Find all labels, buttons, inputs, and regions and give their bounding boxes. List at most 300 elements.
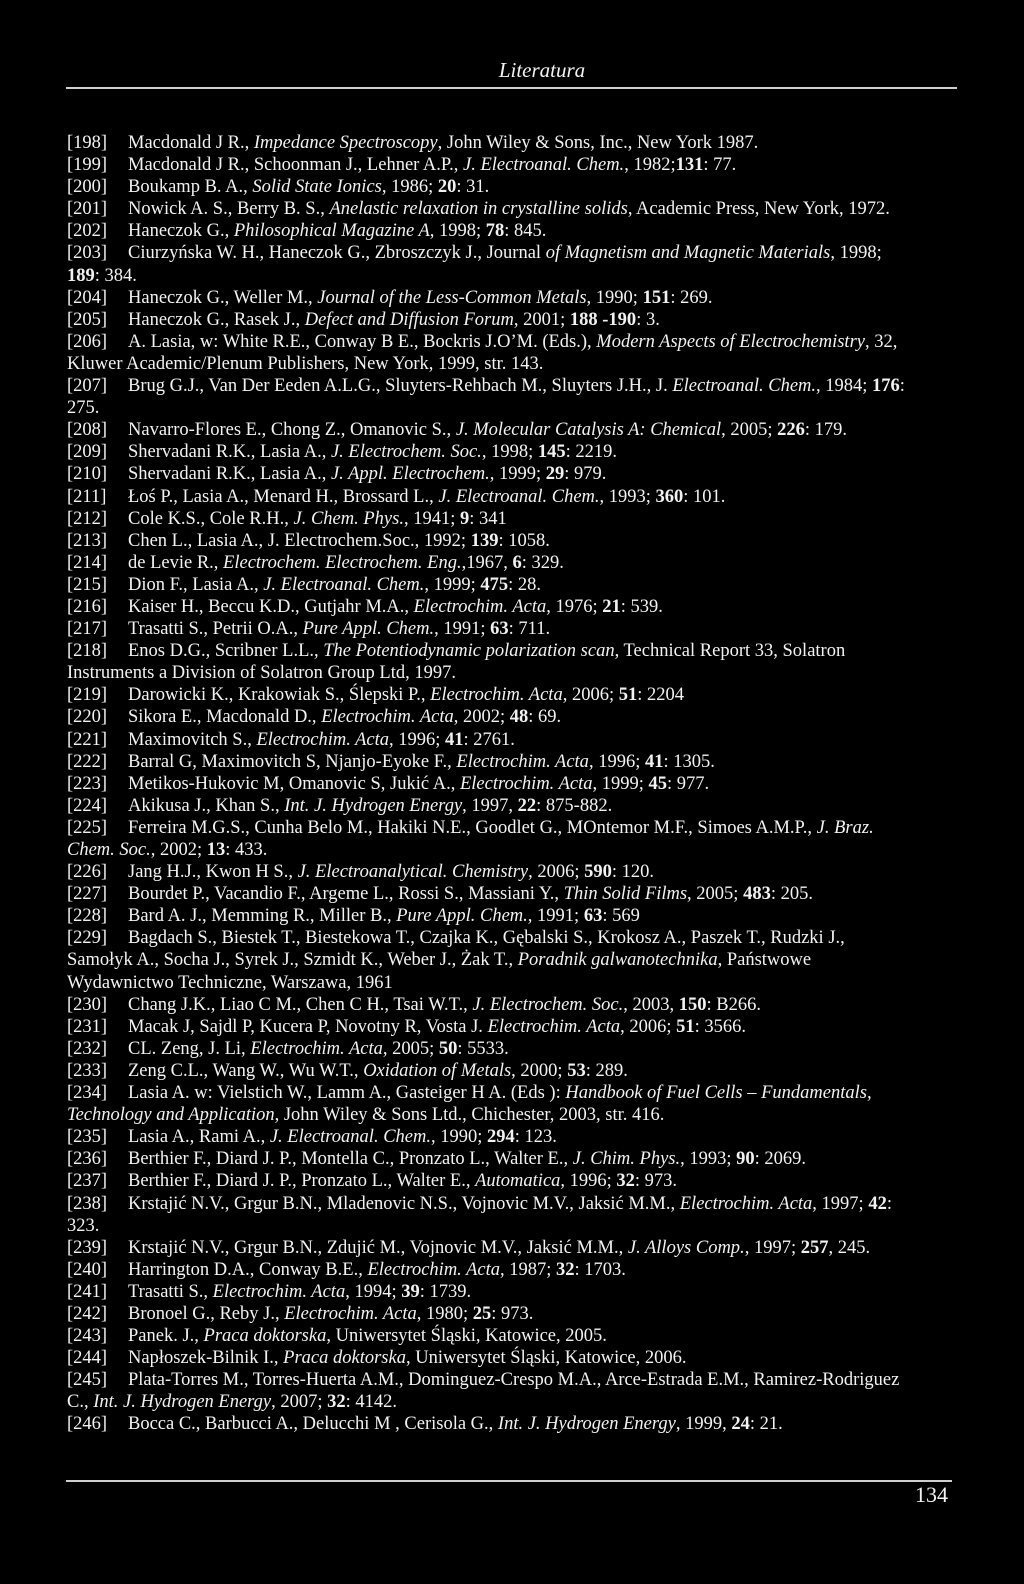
reference-line xyxy=(67,994,962,1016)
reference-number: [220] xyxy=(67,707,108,728)
reference-line xyxy=(67,1016,962,1038)
reference-text: 323. xyxy=(67,1215,100,1236)
reference-text: , 2005; xyxy=(687,884,744,905)
reference-title: Electrochim. Acta xyxy=(459,773,593,794)
reference-volume: 32 xyxy=(616,1171,635,1192)
reference-text: Plata-Torres M., Torres-Huerta A.M., Dominguez-Crespo M.A., Arce-Estrada E.M., Ramirez-Rodriguez xyxy=(128,1370,900,1391)
reference-text: : 711. xyxy=(508,619,551,640)
reference-text: : 31. xyxy=(456,177,490,198)
reference-volume: 20 xyxy=(437,177,457,198)
reference-text: , John Wiley & Sons Ltd., Chichester, 2003, str. 416. xyxy=(274,1105,665,1126)
reference-text: Ferreira M.G.S., Cunha Belo M., Hakiki N.E., Goodlet G., MOntemor M.F., Simoes A.M.P., xyxy=(128,817,817,838)
reference-text: Lasia A. w: Vielstich W., Lamm A., Gasteiger H A. (Eds ): xyxy=(128,1083,566,1104)
reference-text: , Państwowe xyxy=(717,950,812,971)
reference-volume: 78 xyxy=(485,221,505,242)
reference-title: Chem. Soc. xyxy=(67,840,151,860)
reference-line xyxy=(67,176,962,198)
reference-volume: 21 xyxy=(602,596,621,617)
reference-text: : 433. xyxy=(225,840,268,860)
reference-entry xyxy=(67,1148,962,1170)
reference-text: Krstajić N.V., Grgur B.N., Zdujić M., Vojnovic M.V., Jaksić M.M., xyxy=(128,1237,628,1258)
reference-text: , 1997; xyxy=(744,1237,801,1258)
reference-line xyxy=(67,706,962,728)
reference-text: : 5533. xyxy=(457,1038,509,1059)
reference-text: : 1305. xyxy=(663,751,715,772)
reference-number: [242] xyxy=(67,1303,108,1324)
reference-text: : 1058. xyxy=(498,530,550,551)
reference-line xyxy=(67,574,962,596)
reference-entry xyxy=(67,1038,962,1060)
reference-text: , 1999; xyxy=(592,773,649,794)
reference-text: , 2006; xyxy=(562,685,619,706)
reference-number: [236] xyxy=(67,1149,108,1170)
reference-entry xyxy=(67,1193,962,1237)
reference-text: Chen L., Lasia A., J. Electrochem.Soc., 1992; xyxy=(128,530,471,551)
reference-entry xyxy=(67,1016,962,1038)
reference-line xyxy=(67,1060,962,1082)
reference-text: Łoś P., Lasia A., Menard H., Brossard L., xyxy=(128,486,439,507)
reference-text: Navarro-Flores E., Chong Z., Omanovic S., xyxy=(128,420,456,441)
reference-entry xyxy=(67,1413,962,1435)
reference-text: Bagdach S., Biestek T., Biestekowa T., Czajka K., Gębalski S., Krokosz A., Paszek T., Rudzki J., xyxy=(128,928,845,949)
reference-title: Technology and Application xyxy=(67,1105,275,1126)
reference-number: [246] xyxy=(67,1414,108,1435)
reference-volume: 41 xyxy=(445,729,464,750)
reference-text: : 205. xyxy=(770,884,813,905)
reference-text: Samołyk A., Socha J., Syrek J., Szmidt K., Weber J., Żak T., xyxy=(67,950,518,971)
reference-entry xyxy=(67,994,962,1016)
reference-text: , 1996; xyxy=(588,751,645,772)
reference-line xyxy=(67,309,962,331)
reference-text: Darowicki K., Krakowiak S., Ślepski P., xyxy=(128,685,431,706)
reference-text: : 539. xyxy=(620,596,663,617)
reference-title: Electrochem. Electrochem. Eng. xyxy=(223,552,462,573)
reference-line xyxy=(67,662,962,684)
reference-text: , 1994; xyxy=(345,1281,402,1302)
reference-title: Electrochim. Acta xyxy=(284,1303,417,1324)
reference-text: , 2003, xyxy=(623,994,679,1015)
reference-title: Int. J. Hydrogen Energy xyxy=(93,1392,272,1413)
reference-title: Electrochim. Acta xyxy=(679,1193,813,1214)
reference-number: [201] xyxy=(67,199,108,220)
reference-number: [243] xyxy=(67,1326,108,1347)
reference-text: : 69. xyxy=(528,707,562,728)
reference-number: [204] xyxy=(67,287,108,308)
reference-number: [231] xyxy=(67,1016,108,1037)
reference-text: Enos D.G., Scribner L.L., xyxy=(128,641,324,662)
reference-list xyxy=(67,132,962,1436)
reference-entry xyxy=(67,508,962,530)
reference-line xyxy=(67,1259,962,1281)
reference-entry xyxy=(67,1347,962,1369)
reference-line xyxy=(67,375,962,397)
reference-entry xyxy=(67,154,962,176)
reference-text: : 3566. xyxy=(694,1016,747,1037)
reference-entry xyxy=(67,1325,962,1347)
reference-text: , 1998; xyxy=(429,221,486,242)
reference-text: , 1997, xyxy=(462,795,518,816)
reference-volume: 9 xyxy=(459,508,470,529)
reference-title: J. Braz. xyxy=(816,817,874,838)
reference-text: Macak J, Sajdl P, Kucera P, Novotny R, Vosta J. xyxy=(128,1016,488,1037)
reference-entry xyxy=(67,729,962,751)
reference-entry xyxy=(67,486,962,508)
reference-volume: 50 xyxy=(438,1038,458,1059)
reference-text: Cole K.S., Cole R.H., xyxy=(128,508,294,529)
reference-text: : 269. xyxy=(670,287,713,308)
reference-text: Trasatti S., xyxy=(128,1281,213,1302)
reference-title: J. Electroanalytical. Chemistry xyxy=(297,862,529,883)
reference-line xyxy=(67,1237,962,1259)
reference-entry xyxy=(67,242,962,286)
reference-text: , 1993; xyxy=(599,486,656,507)
reference-volume: 32 xyxy=(327,1392,346,1413)
reference-text: Maximovitch S., xyxy=(128,729,257,750)
reference-title: Electrochim. Acta xyxy=(212,1281,346,1302)
reference-volume: 257 xyxy=(800,1237,829,1258)
reference-title: J. Appl. Electrochem. xyxy=(330,464,490,485)
reference-line xyxy=(67,441,962,463)
reference-number: [229] xyxy=(67,928,108,949)
reference-volume: 51 xyxy=(618,685,638,706)
reference-text: , 1999; xyxy=(489,464,546,485)
reference-line xyxy=(67,883,962,905)
reference-number: [214] xyxy=(67,552,108,573)
reference-volume: 360 xyxy=(655,486,684,507)
reference-text: Instruments a Division of Solatron Group Ltd, 1997. xyxy=(67,663,456,684)
reference-title: Modern Aspects of Electrochemistry xyxy=(596,331,865,352)
reference-number: [223] xyxy=(67,773,108,794)
reference-line xyxy=(67,198,962,220)
reference-volume: 176 xyxy=(872,376,900,397)
reference-title: Electrochim. Acta xyxy=(321,707,454,728)
reference-text: Zeng C.L., Wang W., Wu W.T., xyxy=(128,1060,364,1081)
reference-line xyxy=(67,508,962,530)
reference-number: [222] xyxy=(67,751,108,772)
reference-text: Metikos-Hukovic M, Omanovic S, Jukić A., xyxy=(128,773,460,794)
reference-text: , 1998; xyxy=(481,442,538,463)
reference-text: Haneczok G., Weller M., xyxy=(128,287,318,308)
reference-text: , 1990; xyxy=(586,287,643,308)
reference-line xyxy=(67,1413,962,1435)
reference-number: [217] xyxy=(67,619,108,640)
reference-text: CL. Zeng, J. Li, xyxy=(128,1038,251,1059)
reference-title: Poradnik galwanotechnika xyxy=(517,950,718,971)
reference-line xyxy=(67,1303,962,1325)
reference-title: Journal of the Less-Common Metals xyxy=(317,287,587,308)
reference-line xyxy=(67,640,962,662)
reference-entry xyxy=(67,309,962,331)
reference-volume: 188 -190 xyxy=(569,309,637,330)
reference-text: , 2002; xyxy=(453,707,510,728)
reference-volume: 53 xyxy=(567,1060,586,1081)
reference-number: [237] xyxy=(67,1171,108,1192)
reference-text: Harrington D.A., Conway B.E., xyxy=(128,1259,368,1280)
reference-title: J. Electroanal. Chem. xyxy=(438,486,600,507)
reference-text: Bard A. J., Memming R., Miller B., xyxy=(128,906,397,927)
reference-title: Electrochim. Acta xyxy=(413,596,547,617)
reference-entry xyxy=(67,132,962,154)
reference-volume: 13 xyxy=(206,840,226,860)
reference-line xyxy=(67,618,962,640)
reference-entry xyxy=(67,596,962,618)
reference-number: [245] xyxy=(67,1370,108,1391)
reference-title: Electrochim. Acta xyxy=(456,751,589,772)
reference-volume: 41 xyxy=(644,751,664,772)
reference-text: : 875-882. xyxy=(536,795,613,816)
reference-text: , Uniwersytet Śląski, Katowice, 2005. xyxy=(326,1326,607,1347)
reference-number: [208] xyxy=(67,420,108,441)
reference-title: Electroanal. Chem. xyxy=(672,376,817,397)
reference-volume: 294 xyxy=(487,1127,515,1148)
reference-line xyxy=(67,530,962,552)
reference-text: Ciurzyńska W. H., Haneczok G., Zbroszczyk J., Journal xyxy=(128,243,546,264)
reference-volume: 150 xyxy=(678,994,707,1015)
reference-volume: 32 xyxy=(556,1259,575,1280)
reference-text: : 973. xyxy=(491,1303,534,1324)
reference-text: : 1739. xyxy=(419,1281,472,1302)
reference-text: : xyxy=(899,376,905,397)
reference-entry xyxy=(67,751,962,773)
reference-entry xyxy=(67,795,962,817)
reference-number: [244] xyxy=(67,1348,108,1369)
reference-entry xyxy=(67,861,962,883)
reference-title: Int. J. Hydrogen Energy xyxy=(497,1414,676,1435)
reference-volume: 42 xyxy=(868,1193,887,1214)
reference-entry xyxy=(67,883,962,905)
reference-volume: 29 xyxy=(545,464,565,485)
reference-volume: 51 xyxy=(676,1016,695,1037)
reference-line xyxy=(67,1369,962,1391)
reference-text: Barral G, Maximovitch S, Njanjo-Eyoke F., xyxy=(128,751,457,772)
reference-entry xyxy=(67,773,962,795)
running-header: Literatura xyxy=(498,58,586,82)
reference-text: Bocca C., Barbucci A., Delucchi M , Cerisola G., xyxy=(128,1414,498,1435)
reference-title: Pure Appl. Chem. xyxy=(396,906,528,927)
reference-volume: 25 xyxy=(472,1303,492,1324)
reference-line xyxy=(67,751,962,773)
reference-volume: 24 xyxy=(731,1414,750,1435)
reference-number: [227] xyxy=(67,884,108,905)
reference-text: , 2002; xyxy=(150,840,207,860)
reference-line xyxy=(67,817,962,839)
reference-entry xyxy=(67,1060,962,1082)
reference-line xyxy=(67,154,962,176)
reference-volume: 48 xyxy=(509,707,529,728)
reference-text: : 77. xyxy=(703,155,737,176)
reference-text: , 2001; xyxy=(513,309,570,330)
reference-text: de Levie R., xyxy=(128,552,224,573)
reference-line xyxy=(67,1104,962,1126)
reference-text: , 1984; xyxy=(816,376,873,397)
reference-line xyxy=(67,1347,962,1369)
reference-title: J. Electroanal. Chem. xyxy=(463,155,625,176)
reference-volume: 6 xyxy=(512,552,522,573)
reference-text: Dion F., Lasia A., xyxy=(128,574,264,595)
reference-text: Krstajić N.V., Grgur B.N., Mladenovic N.S., Vojnovic M.V., Jaksić M.M., xyxy=(128,1193,680,1214)
reference-entry xyxy=(67,684,962,706)
reference-line xyxy=(67,905,962,927)
reference-text: Shervadani R.K., Lasia A., xyxy=(128,464,331,485)
reference-line xyxy=(67,419,962,441)
reference-title: The Potentiodynamic polarization scan xyxy=(323,641,615,662)
reference-text: , 1980; xyxy=(416,1303,473,1324)
reference-number: [241] xyxy=(67,1281,108,1302)
reference-number: [234] xyxy=(67,1083,108,1104)
reference-line xyxy=(67,861,962,883)
reference-number: [238] xyxy=(67,1193,108,1214)
reference-entry xyxy=(67,1369,962,1413)
reference-text: , 1986; xyxy=(381,177,438,198)
reference-number: [207] xyxy=(67,376,108,397)
header-rule xyxy=(66,87,957,89)
reference-text: : 2761. xyxy=(463,729,515,750)
reference-text: , 1987; xyxy=(500,1259,557,1280)
reference-text: : B266. xyxy=(706,994,761,1015)
reference-text: Berthier F., Diard J. P., Montella C., Pronzato L., Walter E., xyxy=(128,1149,573,1170)
reference-number: [213] xyxy=(67,530,108,551)
reference-text: , 1999; xyxy=(424,574,481,595)
reference-text: : 101. xyxy=(683,486,726,507)
reference-number: [219] xyxy=(67,685,108,706)
reference-text: , John Wiley & Sons, Inc., New York 1987. xyxy=(437,133,759,153)
reference-title: of Magnetism and Magnetic Materials xyxy=(545,243,831,264)
reference-title: Electrochim. Acta xyxy=(487,1016,621,1037)
reference-line xyxy=(67,1038,962,1060)
reference-line xyxy=(67,353,962,375)
page-number: 134 xyxy=(915,1482,948,1507)
reference-text: : 28. xyxy=(508,574,542,595)
reference-number: [240] xyxy=(67,1259,108,1280)
reference-volume: 22 xyxy=(517,795,537,816)
reference-entry xyxy=(67,1259,962,1281)
reference-text: Haneczok G., Rasek J., xyxy=(128,309,305,330)
reference-text: : 179. xyxy=(804,420,848,441)
reference-line xyxy=(67,486,962,508)
reference-text: , 1976; xyxy=(546,596,603,617)
reference-line xyxy=(67,1170,962,1192)
reference-number: [239] xyxy=(67,1237,108,1258)
reference-title: Handbook of Fuel Cells – Fundamentals, xyxy=(565,1083,872,1104)
reference-title: Automatica xyxy=(475,1171,561,1192)
reference-volume: 63 xyxy=(583,906,603,927)
reference-line xyxy=(67,795,962,817)
reference-title: J. Electroanal. Chem. xyxy=(269,1127,431,1148)
reference-title: J. Electrochem. Soc. xyxy=(472,994,624,1015)
reference-number: [224] xyxy=(67,795,108,816)
reference-text: , 2005; xyxy=(721,420,778,441)
reference-line xyxy=(67,287,962,309)
reference-volume: 226 xyxy=(777,420,805,441)
reference-entry xyxy=(67,463,962,485)
reference-title: J. Chem. Phys. xyxy=(293,508,404,529)
reference-text: : 384. xyxy=(94,265,137,286)
reference-text: , 245. xyxy=(828,1237,871,1258)
reference-text: Sikora E., Macdonald D., xyxy=(128,707,322,728)
reference-number: [206] xyxy=(67,331,108,352)
reference-line xyxy=(67,949,962,971)
reference-number: [215] xyxy=(67,574,108,595)
reference-number: [230] xyxy=(67,994,108,1015)
reference-text: , 2007; xyxy=(271,1392,328,1413)
reference-entry xyxy=(67,176,962,198)
reference-text: : 979. xyxy=(564,464,607,485)
reference-text: , 1982; xyxy=(624,155,676,176)
reference-entry xyxy=(67,1303,962,1325)
reference-title: Int. J. Hydrogen Energy xyxy=(284,795,463,816)
reference-volume: 590 xyxy=(584,862,612,883)
reference-text: : 289. xyxy=(585,1060,628,1081)
reference-line xyxy=(67,242,962,264)
reference-number: [200] xyxy=(67,177,108,198)
reference-text: : 2219. xyxy=(565,442,617,463)
reference-volume: 45 xyxy=(648,773,668,794)
reference-line xyxy=(67,331,962,353)
reference-text: , 1990; xyxy=(430,1127,487,1148)
reference-entry xyxy=(67,1082,962,1126)
reference-text: : 21. xyxy=(749,1414,783,1435)
reference-title: Electrochim. Acta xyxy=(250,1038,383,1059)
reference-text: Boukamp B. A., xyxy=(128,177,253,198)
reference-text: , 2006; xyxy=(528,862,585,883)
reference-entry xyxy=(67,198,962,220)
reference-number: [235] xyxy=(67,1127,108,1148)
reference-text: Kaiser H., Beccu K.D., Gutjahr M.A., xyxy=(128,596,414,617)
reference-text: : 3. xyxy=(636,309,660,330)
reference-line xyxy=(67,1193,962,1215)
reference-text: : xyxy=(886,1193,892,1214)
reference-entry xyxy=(67,1237,962,1259)
reference-title: Impedance Spectroscopy xyxy=(253,133,438,153)
reference-text: , 1999, xyxy=(675,1414,732,1435)
reference-title: Electrochim. Acta xyxy=(367,1259,500,1280)
reference-line xyxy=(67,927,962,949)
reference-text: , 1997; xyxy=(812,1193,869,1214)
reference-text: , 32, xyxy=(864,331,898,352)
reference-line xyxy=(67,1215,962,1237)
reference-volume: 475 xyxy=(480,574,509,595)
reference-volume: 151 xyxy=(642,287,671,308)
reference-text: : 120. xyxy=(611,862,655,883)
reference-number: [209] xyxy=(67,442,108,463)
reference-text: Macdonald J R., Schoonman J., Lehner A.P., xyxy=(128,155,464,176)
reference-line xyxy=(67,1082,962,1104)
reference-text: , Uniwersytet Śląski, Katowice, 2006. xyxy=(405,1348,687,1369)
reference-volume: 139 xyxy=(470,530,499,551)
reference-title: Praca doktorska xyxy=(283,1348,406,1369)
reference-line xyxy=(67,684,962,706)
reference-text: ,1967, xyxy=(461,552,513,573)
reference-line xyxy=(67,596,962,618)
reference-number: [218] xyxy=(67,641,108,662)
reference-text: Berthier F., Diard J. P., Pronzato L., Walter E., xyxy=(128,1171,476,1192)
reference-line xyxy=(67,1126,962,1148)
reference-entry xyxy=(67,706,962,728)
reference-text: Akikusa J., Khan S., xyxy=(128,795,285,816)
reference-number: [198] xyxy=(67,133,108,153)
reference-line xyxy=(67,839,962,861)
reference-number: [221] xyxy=(67,729,108,750)
reference-number: [225] xyxy=(67,817,108,838)
reference-volume: 39 xyxy=(401,1281,420,1302)
reference-text: Brug G.J., Van Der Eeden A.L.G., Sluyters-Rehbach M., Sluyters J.H., J. xyxy=(128,376,673,397)
reference-title: Pure Appl. Chem. xyxy=(302,619,435,640)
reference-volume: 145 xyxy=(537,442,566,463)
reference-text: : 341 xyxy=(469,508,507,529)
reference-text: Napłoszek-Bilnik I., xyxy=(128,1348,284,1369)
reference-text: Trasatti S., Petrii O.A., xyxy=(128,619,303,640)
reference-line xyxy=(67,729,962,751)
